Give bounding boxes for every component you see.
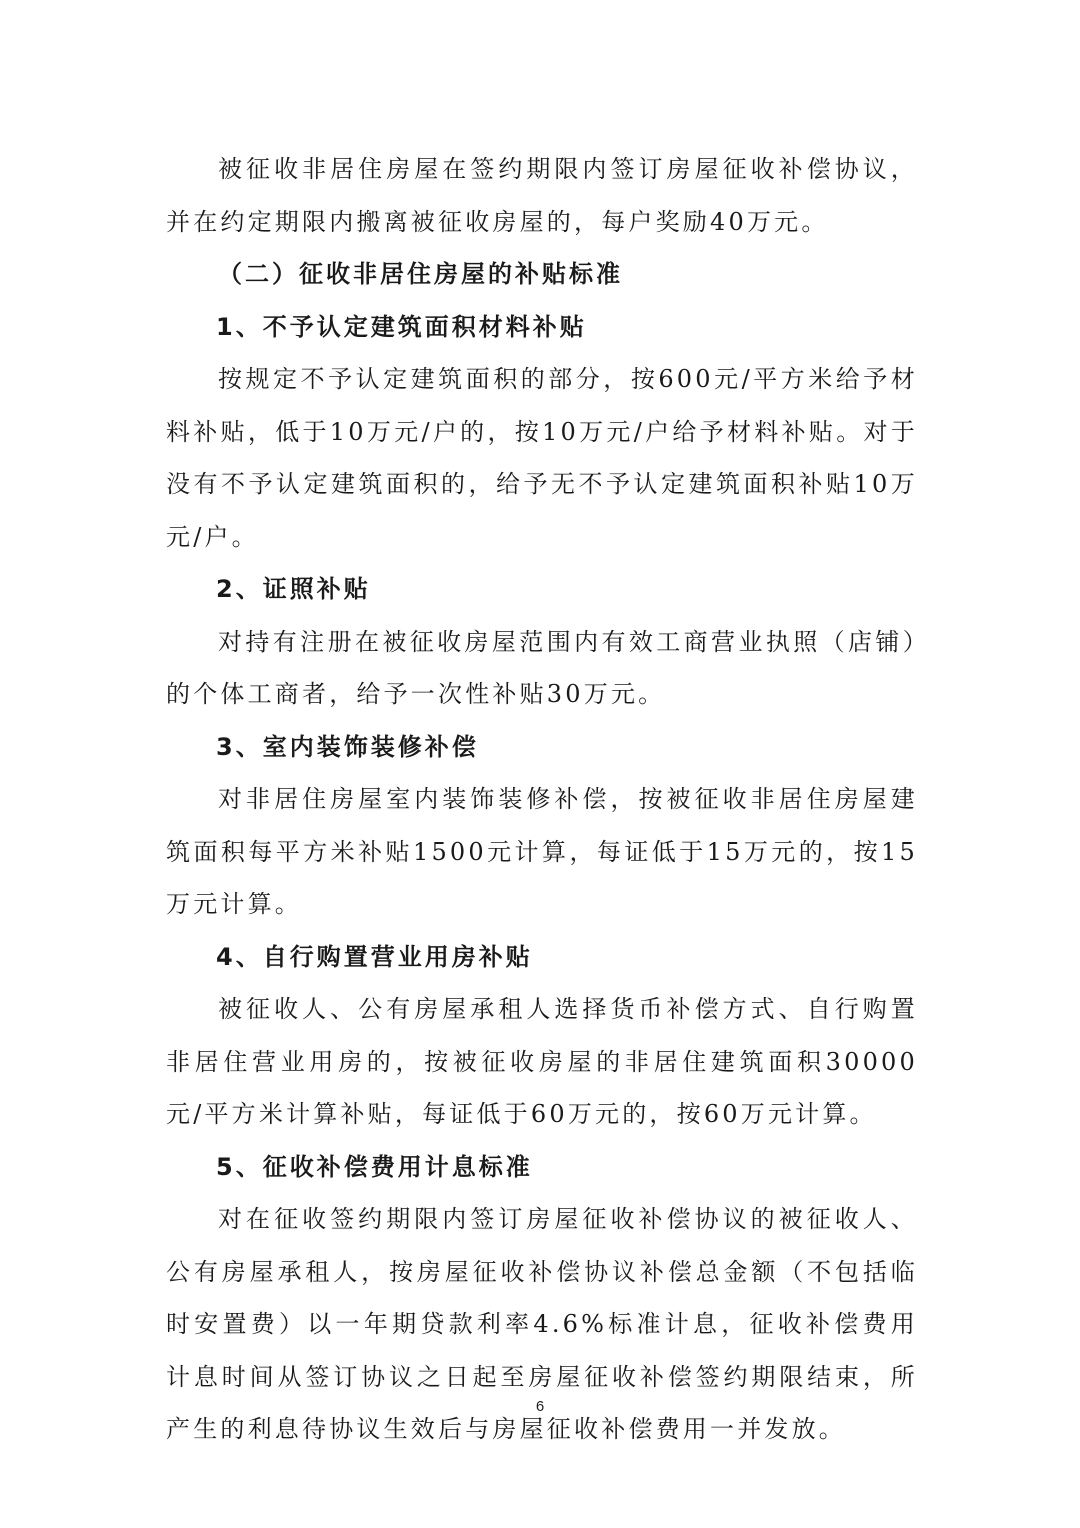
paragraph-decoration-compensation: 对非居住房屋室内装饰装修补偿，按被征收非居住房屋建筑面积每平方米补贴1500元计算，每证低于15万元的，按15万元计算。 bbox=[166, 785, 918, 918]
subheading-decoration-compensation: 3、室内装饰装修补偿 bbox=[216, 732, 479, 761]
subheading-license-subsidy: 2、证照补贴 bbox=[216, 575, 371, 603]
paragraph-material-subsidy: 按规定不予认定建筑面积的部分，按600元/平方米给予材料补贴，低于10万元/户的，按10万元/户给予材料补贴。对于没有不予认定建筑面积的，给予无不予认定建筑面积补贴10万元/户。 bbox=[166, 365, 918, 551]
subheading-material-subsidy: 1、不予认定建筑面积材料补贴 bbox=[216, 312, 587, 341]
paragraph-reward: 被征收非居住房屋在签约期限内签订房屋征收补偿协议，并在约定期限内搬离被征收房屋的，每户奖励40万元。 bbox=[166, 155, 918, 236]
section-heading-subsidy-standards: （二）征收非居住房屋的补贴标准 bbox=[218, 260, 623, 288]
paragraph-interest-standard: 对在征收签约期限内签订房屋征收补偿协议的被征收人、公有房屋承租人，按房屋征收补偿协议补偿总金额（不包括临时安置费）以一年期贷款利率4.6%标准计息，征收补偿费用计息时间从签订协议之日起至房屋征收补偿签约期限结束，所产生的利息待协议生效后与房屋征收补偿费用一并发放。 bbox=[166, 1205, 918, 1443]
paragraph-self-purchase-subsidy: 被征收人、公有房屋承租人选择货币补偿方式、自行购置非居住营业用房的，按被征收房屋的非居住建筑面积30000元/平方米计算补贴，每证低于60万元的，按60万元计算。 bbox=[166, 995, 918, 1128]
subheading-interest-standard: 5、征收补偿费用计息标准 bbox=[216, 1152, 533, 1181]
subheading-self-purchase-subsidy: 4、自行购置营业用房补贴 bbox=[216, 942, 533, 971]
page-number: 6 bbox=[535, 1398, 545, 1415]
document-body bbox=[166, 143, 918, 1456]
paragraph-license-subsidy: 对持有注册在被征收房屋范围内有效工商营业执照（店铺）的个体工商者，给予一次性补贴30万元。 bbox=[166, 627, 918, 708]
